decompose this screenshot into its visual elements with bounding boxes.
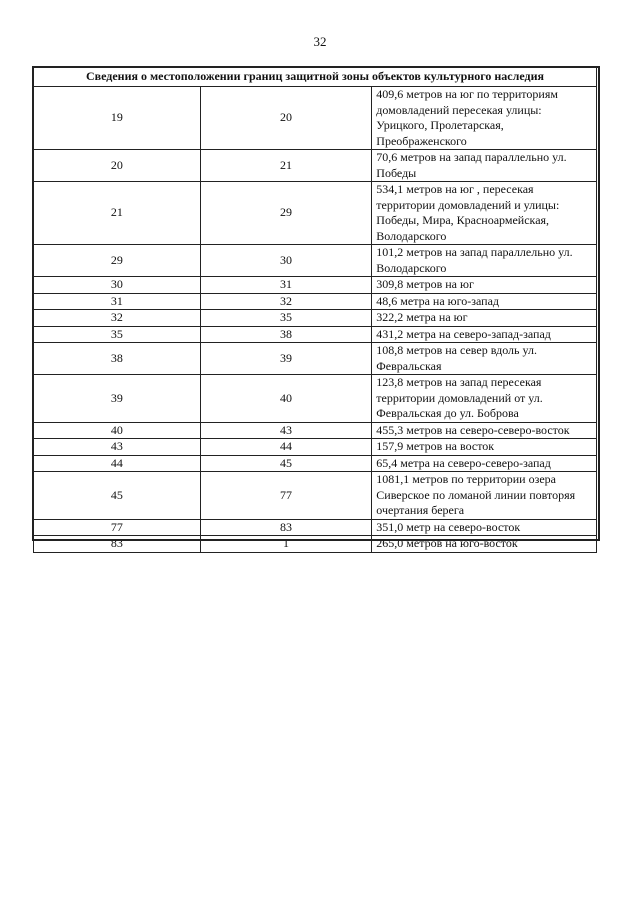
- point-from-cell: 43: [34, 439, 201, 456]
- table-row: [34, 455, 597, 472]
- table-row: [34, 375, 597, 423]
- table-row: [34, 182, 597, 245]
- page-number: 32: [313, 34, 327, 49]
- description-cell: 265,0 метров на юго-восток: [372, 536, 597, 553]
- point-from-cell: 38: [34, 343, 201, 375]
- table-row: [34, 343, 597, 375]
- point-to-cell: 44: [200, 439, 372, 456]
- table-title: Сведения о местоположении границ защитной зоны объектов культурного наследия: [34, 68, 597, 87]
- description-cell: 409,6 метров на юг по территориям домовладений пересекая улицы: Урицкого, Пролетарская, Преображенского: [372, 87, 597, 150]
- point-to-cell: 45: [200, 455, 372, 472]
- point-to-cell: 43: [200, 422, 372, 439]
- point-to-cell: 20: [200, 87, 372, 150]
- description-cell: 48,6 метра на юго-запад: [372, 293, 597, 310]
- point-from-cell: 77: [34, 519, 201, 536]
- description-cell: 322,2 метра на юг: [372, 310, 597, 327]
- table-row: [34, 519, 597, 536]
- point-to-cell: 38: [200, 326, 372, 343]
- table-row: [34, 326, 597, 343]
- description-cell: 123,8 метров на запад пересекая территории домовладений от ул. Февральская до ул. Боброва: [372, 375, 597, 423]
- point-from-cell: 29: [34, 245, 201, 277]
- point-to-cell: 77: [200, 472, 372, 520]
- description-cell: 65,4 метра на северо-северо-запад: [372, 455, 597, 472]
- point-from-cell: 45: [34, 472, 201, 520]
- description-cell: 70,6 метров на запад параллельно ул. Победы: [372, 150, 597, 182]
- table-row: [34, 245, 597, 277]
- point-from-cell: 20: [34, 150, 201, 182]
- table-row: [34, 536, 597, 553]
- point-from-cell: 32: [34, 310, 201, 327]
- point-from-cell: 44: [34, 455, 201, 472]
- table-row: [34, 422, 597, 439]
- boundary-table: [33, 67, 597, 553]
- description-cell: 309,8 метров на юг: [372, 277, 597, 294]
- point-from-cell: 19: [34, 87, 201, 150]
- point-to-cell: 29: [200, 182, 372, 245]
- point-to-cell: 83: [200, 519, 372, 536]
- description-cell: 534,1 метров на юг , пересекая территории домовладений и улицы: Победы, Мира, Красноармейская, Володарского: [372, 182, 597, 245]
- description-cell: 101,2 метров на запад параллельно ул. Володарского: [372, 245, 597, 277]
- point-to-cell: 32: [200, 293, 372, 310]
- table-row: [34, 472, 597, 520]
- point-to-cell: 30: [200, 245, 372, 277]
- description-cell: 157,9 метров на восток: [372, 439, 597, 456]
- point-to-cell: 1: [200, 536, 372, 553]
- point-to-cell: 39: [200, 343, 372, 375]
- table-row: [34, 150, 597, 182]
- table-row: [34, 439, 597, 456]
- point-to-cell: 35: [200, 310, 372, 327]
- table-row: [34, 293, 597, 310]
- description-cell: 108,8 метров на север вдоль ул. Февральская: [372, 343, 597, 375]
- point-from-cell: 40: [34, 422, 201, 439]
- description-cell: 455,3 метров на северо-северо-восток: [372, 422, 597, 439]
- point-to-cell: 21: [200, 150, 372, 182]
- table-row: [34, 277, 597, 294]
- point-from-cell: 35: [34, 326, 201, 343]
- table-row: [34, 310, 597, 327]
- point-from-cell: 83: [34, 536, 201, 553]
- description-cell: 1081,1 метров по территории озера Сиверское по ломаной линии повторяя очертания берега: [372, 472, 597, 520]
- point-to-cell: 40: [200, 375, 372, 423]
- point-from-cell: 31: [34, 293, 201, 310]
- table-row: [34, 87, 597, 150]
- point-from-cell: 39: [34, 375, 201, 423]
- point-from-cell: 21: [34, 182, 201, 245]
- description-cell: 431,2 метра на северо-запад-запад: [372, 326, 597, 343]
- description-cell: 351,0 метр на северо-восток: [372, 519, 597, 536]
- point-to-cell: 31: [200, 277, 372, 294]
- point-from-cell: 30: [34, 277, 201, 294]
